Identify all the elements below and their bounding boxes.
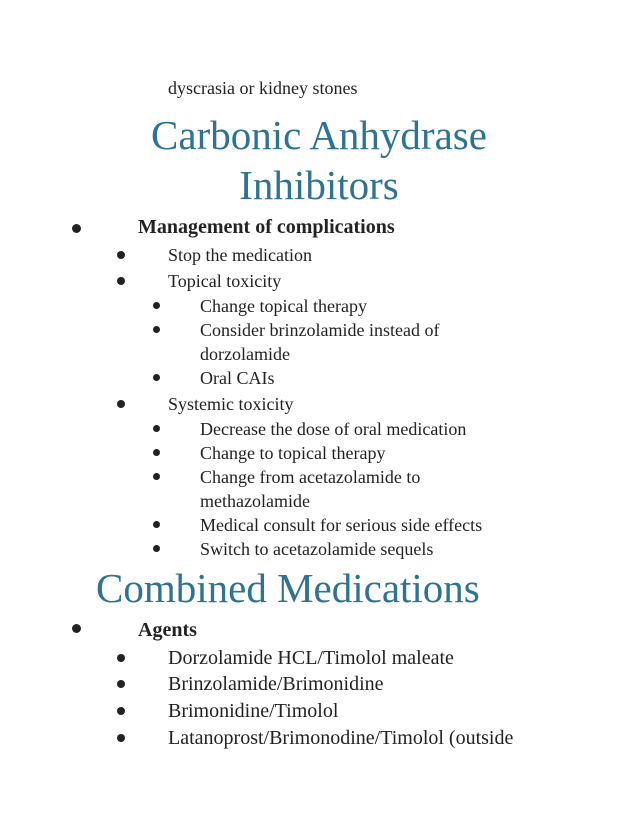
continued-text: dyscrasia or kidney stones (168, 78, 358, 98)
bullet-icon (117, 277, 125, 285)
list-item: Decrease the dose of oral medication (200, 419, 467, 439)
bullet-icon (153, 302, 160, 309)
bullet-icon (153, 449, 160, 456)
list-item: Consider brinzolamide instead of (200, 320, 440, 340)
bullet-icon (153, 374, 160, 381)
list-item: Change from acetazolamide to (200, 467, 421, 487)
list-item-continuation: dorzolamide (200, 344, 290, 364)
bullet-icon (117, 654, 125, 662)
list-item: Brinzolamide/Brimonidine (168, 673, 384, 695)
bullet-icon (117, 400, 125, 408)
list-item: Systemic toxicity (168, 394, 294, 414)
list-item: Change to topical therapy (200, 443, 386, 463)
list-item: Switch to acetazolamide sequels (200, 539, 434, 559)
bullet-icon (153, 425, 160, 432)
bullet-icon (153, 545, 160, 552)
list-item-continuation: methazolamide (200, 491, 310, 511)
list-item: Brimonidine/Timolol (168, 700, 339, 722)
list-item: Change topical therapy (200, 296, 367, 316)
bullet-icon (153, 326, 160, 333)
list-item: Dorzolamide HCL/Timolol maleate (168, 647, 454, 669)
heading-management: Management of complications (138, 216, 395, 238)
section-title-cai-line2: Inhibitors (239, 162, 399, 208)
bullet-icon (117, 251, 125, 259)
section-title-combined: Combined Medications (96, 565, 480, 611)
bullet-icon (117, 680, 125, 688)
section-title-cai-line1: Carbonic Anhydrase (151, 112, 487, 158)
list-item: Medical consult for serious side effects (200, 515, 483, 535)
list-item: Stop the medication (168, 245, 312, 265)
bullet-icon (72, 224, 81, 233)
bullet-icon (117, 734, 125, 742)
bullet-icon (72, 624, 81, 633)
list-item: Latanoprost/Brimonodine/Timolol (outside (168, 727, 514, 749)
bullet-icon (153, 473, 160, 480)
bullet-icon (117, 707, 125, 715)
bullet-icon (153, 521, 160, 528)
list-item: Topical toxicity (168, 271, 282, 291)
list-item: Oral CAIs (200, 368, 275, 388)
heading-agents: Agents (138, 619, 197, 641)
